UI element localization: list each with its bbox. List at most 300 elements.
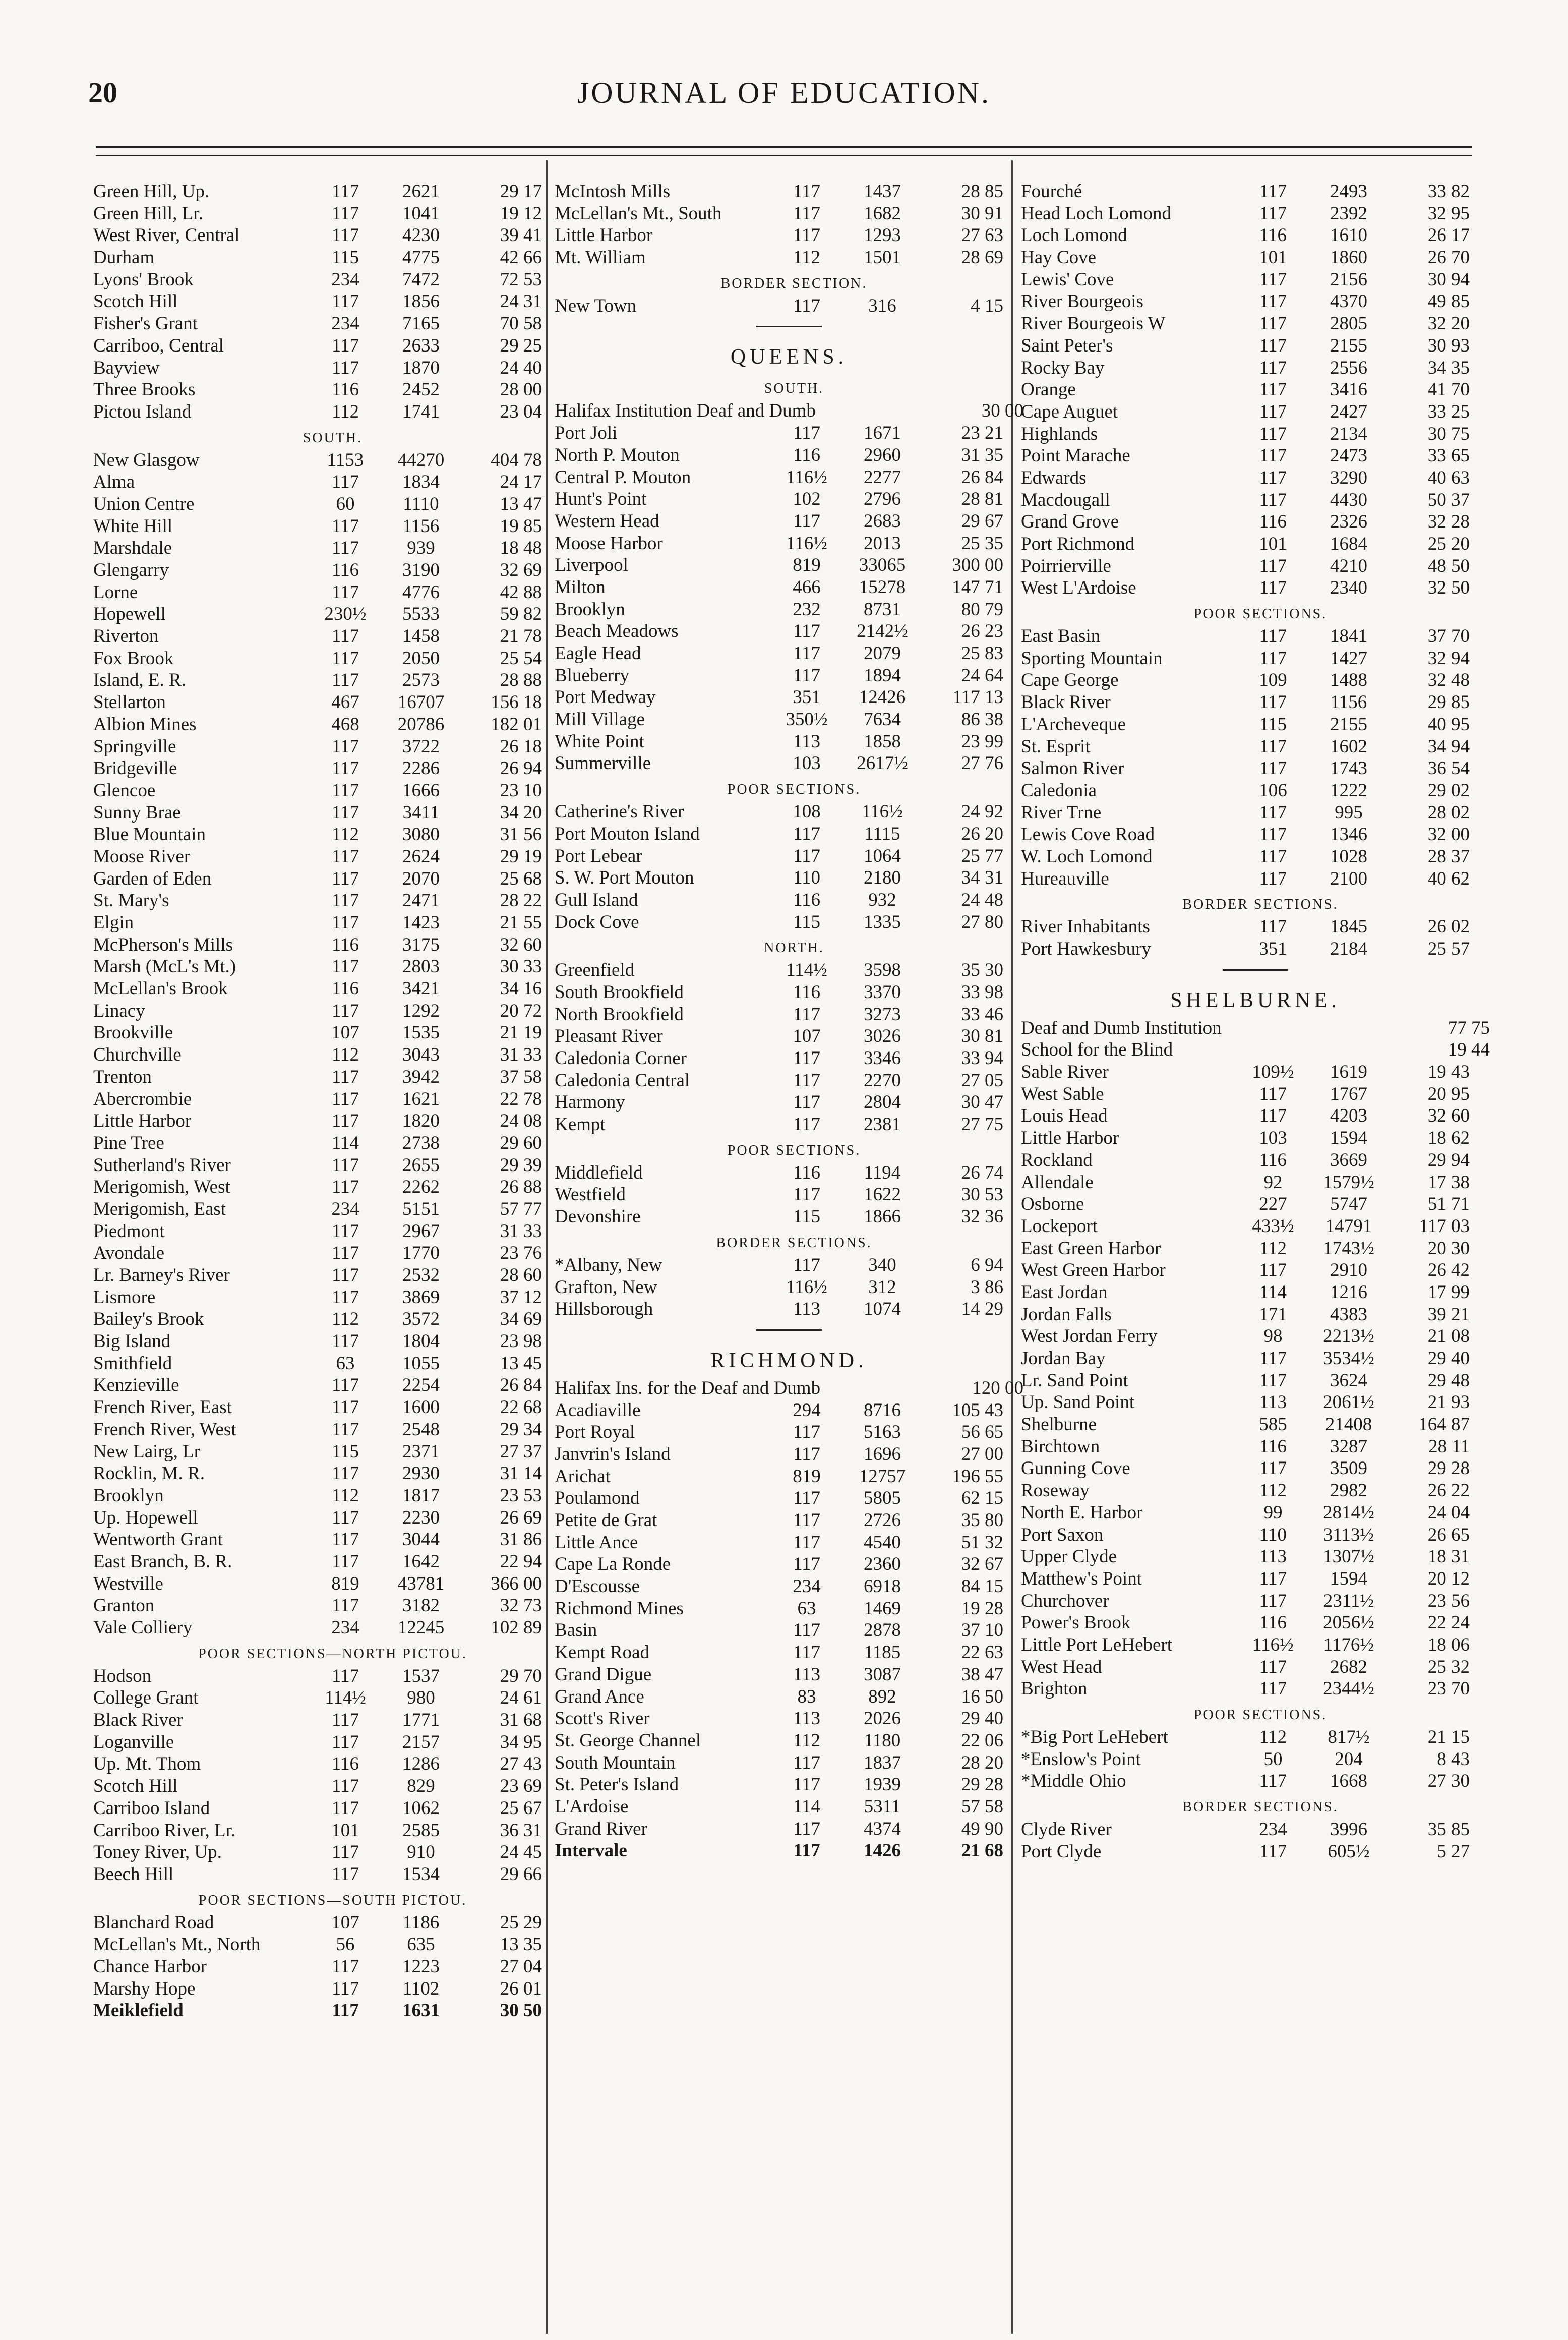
grant-amount: 5 27: [1437, 1841, 1470, 1862]
school-section-row: [93, 1617, 562, 1639]
section-name: Poulamond: [555, 1488, 640, 1509]
school-section-row: [1021, 1819, 1490, 1841]
attendance-value: 4776: [402, 581, 440, 603]
days-value: 117: [331, 1776, 359, 1797]
school-section-row: [555, 1598, 1023, 1620]
school-section-row: [93, 714, 562, 736]
section-name: Black River: [1021, 692, 1111, 713]
grant-amount: 147 71: [952, 576, 1003, 598]
grant-amount: 24 64: [961, 665, 1003, 686]
grant-amount: 34 95: [500, 1731, 542, 1752]
section-name: Sunny Brae: [93, 802, 181, 823]
attendance-value: 3421: [402, 978, 440, 1000]
days-value: 115: [793, 1206, 821, 1227]
days-value: 117: [331, 1419, 359, 1440]
section-name: St. Esprit: [1021, 736, 1091, 757]
school-section-row: [93, 1441, 562, 1463]
attendance-value: 2726: [864, 1510, 901, 1531]
section-name: Loganville: [93, 1731, 174, 1752]
section-heading: NORTH.: [764, 940, 824, 956]
section-name: Wentworth Grant: [93, 1529, 223, 1550]
days-value: 117: [1259, 423, 1287, 444]
grant-amount: 29 70: [500, 1665, 542, 1686]
school-section-row: [555, 1553, 1023, 1575]
school-section-row: [93, 1709, 562, 1731]
grant-amount: 20 12: [1427, 1568, 1470, 1589]
attendance-value: 12426: [859, 687, 906, 708]
grant-amount: 28 20: [961, 1752, 1003, 1773]
attendance-value: 2804: [864, 1092, 901, 1113]
attendance-value: 3175: [402, 934, 440, 955]
attendance-value: 3290: [1330, 467, 1367, 488]
school-section-row: [1021, 1259, 1490, 1281]
section-name: Rocklin, M. R.: [93, 1463, 205, 1484]
days-value: 117: [331, 1000, 359, 1021]
grant-amount: 86 38: [961, 709, 1003, 730]
days-value: 117: [1259, 1771, 1287, 1792]
attendance-value: 3996: [1330, 1819, 1367, 1840]
grant-amount: 22 94: [500, 1551, 542, 1572]
days-value: 232: [793, 599, 821, 620]
section-name: West Green Harbor: [1021, 1260, 1166, 1281]
days-value: 116½: [1252, 1634, 1294, 1655]
school-section-row: [1021, 1841, 1490, 1863]
section-name: Blue Mountain: [93, 824, 206, 845]
school-section-row: [1021, 1061, 1490, 1083]
days-value: 117: [331, 1066, 359, 1087]
attendance-value: 910: [407, 1842, 435, 1863]
grant-amount: 34 31: [961, 867, 1003, 889]
days-value: 113: [793, 1708, 821, 1729]
days-value: 109: [1259, 670, 1287, 691]
days-value: 63: [336, 1353, 355, 1374]
attendance-value: 3287: [1330, 1436, 1367, 1457]
section-name: Brooklyn: [555, 599, 625, 620]
grant-amount: 33 94: [961, 1048, 1003, 1069]
section-name: Scotch Hill: [93, 1776, 178, 1797]
section-name: Point Marache: [1021, 445, 1130, 466]
days-value: 115: [1259, 714, 1287, 735]
attendance-value: 5151: [402, 1198, 440, 1219]
attendance-value: 12757: [859, 1466, 906, 1487]
days-value: 117: [331, 1110, 359, 1132]
grant-amount: 23 04: [500, 401, 542, 422]
attendance-value: 2655: [402, 1154, 440, 1176]
school-section-row: [1021, 780, 1490, 802]
section-name: Devonshire: [555, 1206, 641, 1227]
attendance-value: 3087: [864, 1664, 901, 1685]
section-name: Granton: [93, 1595, 155, 1616]
section-name: Louis Head: [1021, 1105, 1108, 1127]
school-section-row: [1021, 379, 1490, 401]
days-value: 115: [331, 1441, 359, 1462]
days-value: 117: [331, 868, 359, 889]
section-name: Richmond Mines: [555, 1598, 684, 1619]
school-section-row: [93, 890, 562, 912]
section-name: Vale Colliery: [93, 1617, 193, 1638]
days-value: 117: [1259, 335, 1287, 356]
days-value: 234: [1259, 1819, 1287, 1840]
days-value: 117: [1259, 313, 1287, 334]
days-value: 117: [331, 626, 359, 647]
attendance-value: 4430: [1330, 489, 1367, 510]
section-name: *Albany, New: [555, 1254, 662, 1275]
days-value: 117: [331, 335, 359, 356]
school-section-row: [555, 1298, 1023, 1320]
school-section-row: [1021, 1370, 1490, 1392]
grant-amount: 24 92: [961, 801, 1003, 823]
days-value: 101: [1259, 534, 1287, 554]
attendance-value: 2967: [402, 1220, 440, 1242]
school-section-row: [555, 554, 1023, 576]
school-section-row: [1021, 824, 1490, 846]
days-value: 117: [331, 1397, 359, 1418]
section-name: Gunning Cove: [1021, 1458, 1130, 1479]
days-value: 116: [331, 379, 359, 400]
attendance-value: 2910: [1330, 1260, 1367, 1281]
section-name: Island, E. R.: [93, 670, 186, 691]
school-section-row: [555, 510, 1023, 533]
school-section-row: [93, 1775, 562, 1797]
attendance-value: 340: [868, 1254, 896, 1275]
grant-amount: 300 00: [952, 555, 1003, 576]
section-name: Middlefield: [555, 1162, 643, 1183]
school-section-row: [93, 493, 562, 515]
days-value: 117: [331, 1710, 359, 1731]
section-name: *Enslow's Point: [1021, 1748, 1141, 1770]
days-value: 117: [1259, 203, 1287, 224]
attendance-value: 1858: [864, 731, 901, 752]
days-value: 63: [797, 1598, 816, 1619]
attendance-value: 5747: [1330, 1194, 1367, 1215]
days-value: 585: [1259, 1414, 1287, 1435]
school-section-row: [555, 1377, 1023, 1399]
grant-amount: 28 22: [500, 890, 542, 911]
attendance-value: 2254: [402, 1375, 440, 1396]
section-name: McPherson's Mills: [93, 934, 233, 955]
school-section-row: [1021, 648, 1490, 670]
section-name: Little Harbor: [555, 225, 653, 246]
grant-amount: 23 98: [500, 1331, 542, 1352]
section-name: Toney River, Up.: [93, 1842, 222, 1863]
grant-amount: 28 88: [500, 670, 542, 691]
attendance-value: 1469: [864, 1598, 901, 1619]
attendance-value: 1804: [402, 1331, 440, 1352]
attendance-value: 1041: [402, 203, 440, 224]
school-section-row: [555, 845, 1023, 867]
attendance-value: 1055: [402, 1353, 440, 1374]
days-value: 117: [793, 1510, 821, 1531]
school-section-row: [555, 1276, 1023, 1299]
school-section-row: [93, 1595, 562, 1617]
section-name: Marsh (McL's Mt.): [93, 956, 236, 977]
section-name: Hunt's Point: [555, 489, 647, 510]
days-value: 117: [793, 845, 821, 866]
grant-amount: 32 00: [1427, 824, 1470, 845]
section-name: Brookville: [93, 1022, 173, 1043]
section-name: Marshdale: [93, 538, 172, 559]
section-name: North P. Mouton: [555, 444, 680, 465]
attendance-value: 2134: [1330, 423, 1367, 444]
days-value: 116½: [786, 466, 827, 488]
attendance-value: 3411: [402, 802, 440, 823]
school-section-row: [1021, 1524, 1490, 1546]
grant-amount: 33 98: [961, 981, 1003, 1003]
grant-amount: 33 46: [961, 1004, 1003, 1025]
attendance-value: 1939: [864, 1774, 901, 1795]
section-name: Grand Digue: [555, 1664, 652, 1685]
school-section-row: [1021, 1502, 1490, 1524]
school-section-row: [555, 686, 1023, 709]
grant-amount: 26 20: [961, 823, 1003, 844]
school-section-row: [93, 1176, 562, 1198]
section-name: Merigomish, West: [93, 1177, 230, 1198]
grant-amount: 49 90: [961, 1818, 1003, 1839]
days-value: 116: [1259, 511, 1287, 533]
days-value: 171: [1259, 1304, 1287, 1325]
grant-amount: 28 02: [1427, 802, 1470, 823]
attendance-value: 2056½: [1323, 1612, 1374, 1633]
section-name: Osborne: [1021, 1194, 1084, 1215]
school-section-row: [1021, 335, 1490, 357]
grant-amount: 404 78: [491, 449, 542, 471]
school-section-row: [555, 400, 1023, 422]
grant-amount: 26 70: [1427, 247, 1470, 268]
attendance-value: 1458: [402, 626, 440, 647]
section-name: West Sable: [1021, 1083, 1104, 1104]
grant-amount: 31 33: [500, 1220, 542, 1242]
grant-amount: 32 94: [1427, 648, 1470, 669]
days-value: 113: [1259, 1546, 1287, 1567]
grant-amount: 20 72: [500, 1000, 542, 1021]
grant-amount: 30 00: [981, 400, 1023, 422]
school-section-row: [1021, 467, 1490, 489]
grant-amount: 105 43: [952, 1399, 1003, 1421]
attendance-value: 1870: [402, 357, 440, 378]
attendance-value: 1346: [1330, 824, 1367, 845]
school-section-row: [555, 576, 1023, 599]
attendance-value: 3509: [1330, 1458, 1367, 1479]
days-value: 112: [331, 1309, 359, 1330]
section-name: *Big Port LeHebert: [1021, 1727, 1168, 1747]
days-value: 117: [793, 225, 821, 246]
days-value: 819: [793, 555, 821, 576]
grant-amount: 21 19: [500, 1022, 542, 1043]
section-name: Acadiaville: [555, 1399, 641, 1421]
column-left: [93, 181, 562, 2022]
grant-amount: 26 65: [1427, 1524, 1470, 1545]
section-name: South Brookfield: [555, 981, 684, 1003]
section-name: McIntosh Mills: [555, 181, 671, 202]
days-value: 117: [331, 357, 359, 378]
grant-amount: 24 17: [500, 472, 542, 493]
grant-amount: 26 94: [500, 758, 542, 779]
school-section-row: [93, 1573, 562, 1595]
grant-amount: 26 22: [1427, 1480, 1470, 1501]
attendance-value: 1501: [864, 247, 901, 268]
days-value: 117: [793, 1422, 821, 1443]
days-value: 116: [1259, 225, 1287, 246]
section-name: Scott's River: [555, 1708, 650, 1729]
days-value: 109½: [1252, 1062, 1294, 1083]
grant-amount: 26 42: [1427, 1260, 1470, 1281]
attendance-value: 2532: [402, 1265, 440, 1285]
attendance-value: 892: [868, 1686, 896, 1707]
days-value: 117: [331, 648, 359, 669]
grant-amount: 27 80: [961, 911, 1003, 932]
days-value: 117: [331, 472, 359, 493]
grant-amount: 36 31: [500, 1820, 542, 1841]
grant-amount: 42 88: [500, 581, 542, 603]
section-name: Central P. Mouton: [555, 466, 691, 488]
attendance-value: 2624: [402, 846, 440, 867]
attendance-value: 4540: [864, 1532, 901, 1553]
days-value: 433½: [1252, 1215, 1294, 1237]
school-section-row: [555, 1532, 1023, 1554]
days-value: 114½: [786, 960, 827, 981]
attendance-value: 1631: [402, 2000, 440, 2021]
days-value: 117: [793, 1554, 821, 1575]
school-section-row: [555, 1840, 1023, 1862]
school-section-row: [1021, 1612, 1490, 1634]
days-value: 117: [793, 181, 821, 202]
school-section-row: [93, 269, 562, 291]
grant-amount: 19 43: [1427, 1062, 1470, 1083]
days-value: 108: [793, 801, 821, 823]
section-name: River Bourgeois: [1021, 291, 1143, 312]
grant-amount: 32 20: [1427, 313, 1470, 334]
grant-amount: 29 40: [961, 1708, 1003, 1729]
section-name: Shelburne: [1021, 1414, 1097, 1435]
section-heading: POOR SECTIONS.: [727, 1142, 861, 1158]
days-value: 117: [1259, 692, 1287, 713]
school-section-row: [93, 1000, 562, 1022]
school-section-row: [555, 181, 1023, 203]
section-name: Catherine's River: [555, 801, 684, 823]
section-name: Port Hawkesbury: [1021, 939, 1151, 959]
attendance-value: 1845: [1330, 916, 1367, 938]
days-value: 117: [1259, 357, 1287, 378]
school-section-row: [555, 1487, 1023, 1509]
school-section-row: [1021, 1568, 1490, 1590]
grant-amount: 35 80: [961, 1510, 1003, 1531]
school-section-row: [1021, 1105, 1490, 1127]
section-name: Rockland: [1021, 1149, 1093, 1171]
school-section-row: [1021, 1325, 1490, 1348]
attendance-value: 1668: [1330, 1771, 1367, 1792]
grant-amount: 26 02: [1427, 916, 1470, 938]
school-section-row: [93, 471, 562, 493]
section-name: Abercrombie: [93, 1088, 192, 1109]
grant-amount: 37 70: [1427, 626, 1470, 647]
attendance-value: 316: [868, 295, 896, 316]
attendance-value: 1110: [403, 493, 439, 514]
section-name: Janvrin's Island: [555, 1443, 671, 1465]
grant-amount: 26 17: [1427, 225, 1470, 246]
grant-amount: 48 50: [1427, 555, 1470, 576]
grant-amount: 18 06: [1427, 1634, 1470, 1655]
attendance-value: 1894: [864, 665, 901, 686]
attendance-value: 1817: [402, 1485, 440, 1506]
grant-amount: 117 03: [1419, 1215, 1470, 1237]
grant-amount: 26 88: [500, 1177, 542, 1198]
school-section-row: [1021, 669, 1490, 691]
section-name: Cape La Ronde: [555, 1554, 671, 1575]
section-name: W. Loch Lomond: [1021, 846, 1153, 867]
section-name: Durham: [93, 247, 155, 268]
days-value: 117: [1259, 577, 1287, 599]
attendance-value: 829: [407, 1776, 435, 1797]
school-section-row: [1021, 1193, 1490, 1215]
grant-amount: 21 93: [1427, 1392, 1470, 1413]
attendance-value: 1600: [402, 1397, 440, 1418]
grant-amount: 33 25: [1427, 401, 1470, 422]
section-name: Brighton: [1021, 1678, 1088, 1700]
days-value: 117: [331, 802, 359, 823]
section-name: McLellan's Mt., South: [555, 203, 722, 224]
grant-amount: 28 00: [500, 379, 542, 400]
grant-amount: 33 65: [1427, 445, 1470, 466]
school-section-row: [1021, 269, 1490, 291]
grant-amount: 40 95: [1427, 714, 1470, 735]
school-section-row: [1021, 1770, 1490, 1792]
grant-amount: 24 31: [500, 291, 542, 312]
section-name: Greenfield: [555, 960, 635, 981]
days-value: 107: [793, 1026, 821, 1047]
attendance-value: 2381: [864, 1114, 901, 1135]
grant-amount: 19 85: [500, 515, 542, 537]
attendance-value: 2142½: [857, 621, 908, 642]
school-section-row: [93, 1088, 562, 1110]
school-section-row: [555, 1642, 1023, 1664]
section-name: Loch Lomond: [1021, 225, 1127, 246]
section-name: Bayview: [93, 357, 160, 378]
grant-amount: 4 15: [971, 295, 1003, 316]
section-name: Fisher's Grant: [93, 313, 198, 334]
days-value: 117: [332, 2000, 359, 2021]
grant-amount: 62 15: [961, 1488, 1003, 1509]
section-name: Sable River: [1021, 1062, 1109, 1083]
school-section-row: [93, 846, 562, 868]
days-value: 351: [793, 687, 821, 708]
school-section-row: [1021, 1281, 1490, 1304]
days-value: 116: [1259, 1149, 1287, 1171]
section-name: Halifax Institution Deaf and Dumb: [555, 400, 816, 422]
grant-amount: 32 28: [1427, 511, 1470, 533]
section-name: Linacy: [93, 1000, 145, 1021]
days-value: 117: [1259, 1105, 1287, 1127]
attendance-value: 635: [407, 1934, 435, 1955]
section-name: Liverpool: [555, 555, 628, 576]
days-value: 117: [331, 225, 359, 246]
section-name: North Brookfield: [555, 1004, 684, 1025]
days-value: 110: [793, 867, 821, 889]
grant-amount: 29 02: [1427, 780, 1470, 801]
section-name: Port Saxon: [1021, 1524, 1104, 1545]
school-section-row: [93, 1753, 562, 1775]
attendance-value: 1488: [1330, 670, 1367, 691]
attendance-value: 8716: [864, 1399, 901, 1421]
section-name: New Lairg, Lr: [93, 1441, 200, 1462]
section-name: S. W. Port Mouton: [555, 867, 694, 889]
school-section-row: [555, 1206, 1023, 1228]
school-section-row: [555, 731, 1023, 753]
attendance-value: 7472: [402, 269, 440, 290]
attendance-value: 2155: [1330, 714, 1367, 735]
grant-amount: 19 28: [961, 1598, 1003, 1619]
attendance-value: 1186: [402, 1912, 440, 1933]
days-value: 117: [331, 1463, 359, 1484]
